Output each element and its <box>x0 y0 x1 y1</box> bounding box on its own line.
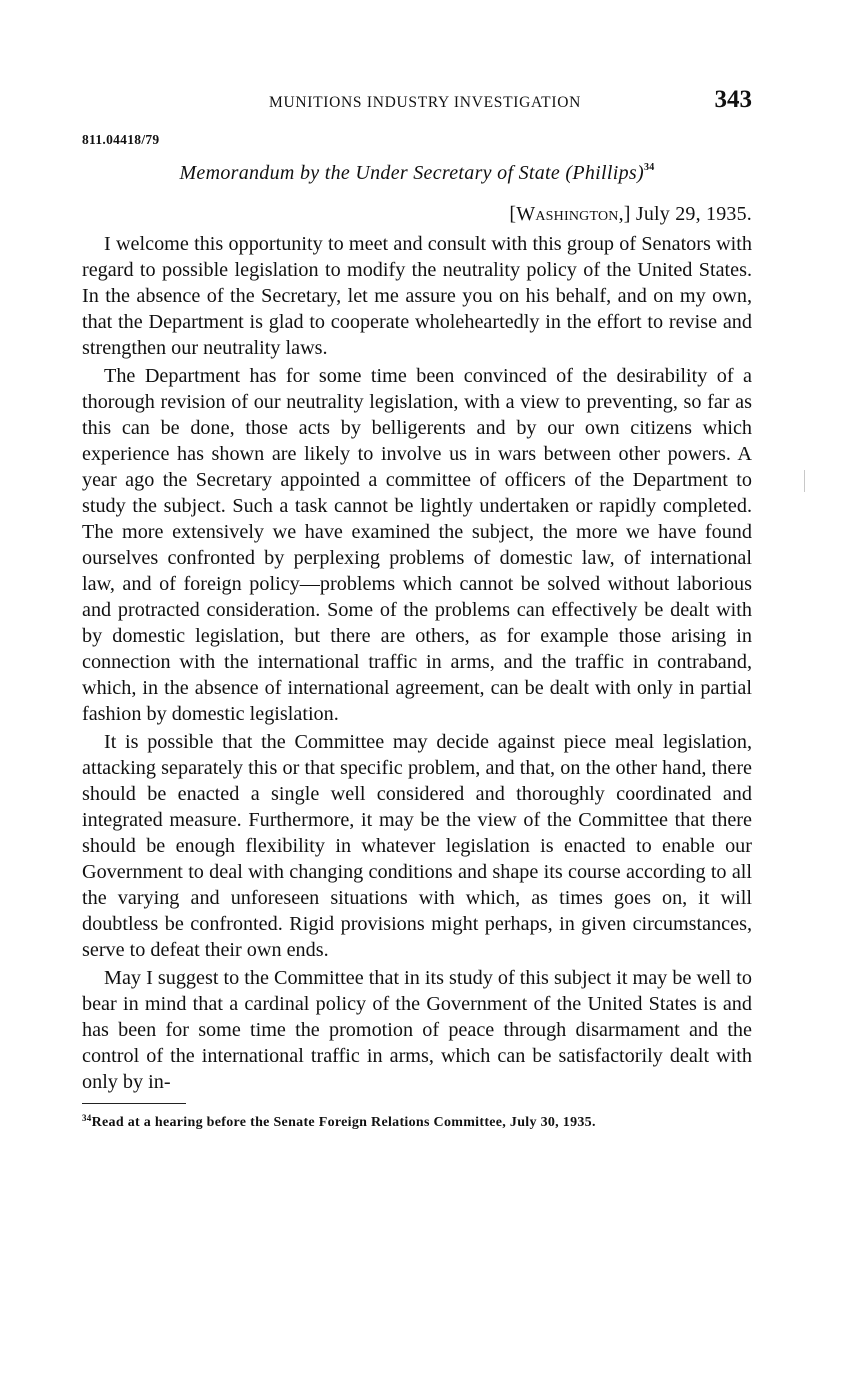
dateline-date: July 29, 1935. <box>635 203 752 225</box>
footnote-reference: 34 <box>643 162 655 173</box>
dateline-place: Washington, <box>516 203 624 225</box>
footnote <box>82 1110 752 1131</box>
footnote-text: Read at a hearing before the Senate Foreign Relations Committee, July 30, 1935. <box>91 1115 596 1130</box>
paragraph: May I suggest to the Committee that in its study of this subject it may be well to bear in mind that a cardinal policy of the Government of the United States is and has been for some time the promotion of peace through disarmament and the control of the international traffic in arms, which can be satisfactorily dealt with only by in- <box>82 967 752 1093</box>
document-page <box>82 86 752 1131</box>
paragraph: It is possible that the Committee may decide against piece meal legislation, attacking separately this or that specific problem, and that, on the other hand, there should be enacted a single well considered and thoroughly coordinated and integrated measure. Furthermore, it may be the view of the Committee that there should be enough flexibility in whatever legislation is enacted to enable our Government to deal with changing conditions and shape its course according to all the varying and unforeseen situations with which, as times goes on, it will doubtless be confronted. Rigid provisions might perhaps, in given circumstances, serve to defeat their own ends. <box>82 731 752 961</box>
document-heading <box>82 162 752 185</box>
scan-edge-mark <box>804 470 805 492</box>
file-number: 811.04418/79 <box>82 132 160 147</box>
dateline: [Washington,] July 29, 1935. <box>509 203 752 225</box>
footnote-divider <box>82 1103 186 1104</box>
footnote-marker: 34 <box>82 1113 92 1123</box>
page-number: 343 <box>714 86 752 113</box>
paragraph: I welcome this opportunity to meet and consult with this group of Senators with regard to possible legislation to modify the neutrality policy of the United States. In the absence of the Secretary, let me assure you on his behalf, and on my own, that the Department is glad to cooperate wholeheartedly in the effort to revise and strengthen our neutrality laws. <box>82 233 752 359</box>
running-header <box>82 86 752 122</box>
document-heading-text: Memorandum by the Under Secretary of State (Phillips) <box>179 162 644 184</box>
paragraph: The Department has for some time been convinced of the desirability of a thorough revision of our neutrality legislation, with a view to preventing, so far as this can be done, those acts by belligerents and by our own citizens which experience has shown are likely to involve us in wars between other powers. A year ago the Secretary appointed a committee of officers of the Department to study the subject. Such a task cannot be lightly undertaken or rapidly completed. The more extensively we have examined the subject, the more we have found ourselves confronted by perplexing problems of domestic law, of international law, and of foreign policy—problems which cannot be solved without laborious and protracted consideration. Some of the problems can effectively be dealt with by domestic legislation, but there are others, as for example those arising in connection with the international traffic in arms, and the traffic in contraband, which, in the absence of international agreement, can be dealt with only in partial fashion by domestic legislation. <box>82 365 752 725</box>
memorandum-body <box>82 231 752 1095</box>
running-title: MUNITIONS INDUSTRY INVESTIGATION <box>268 94 581 111</box>
